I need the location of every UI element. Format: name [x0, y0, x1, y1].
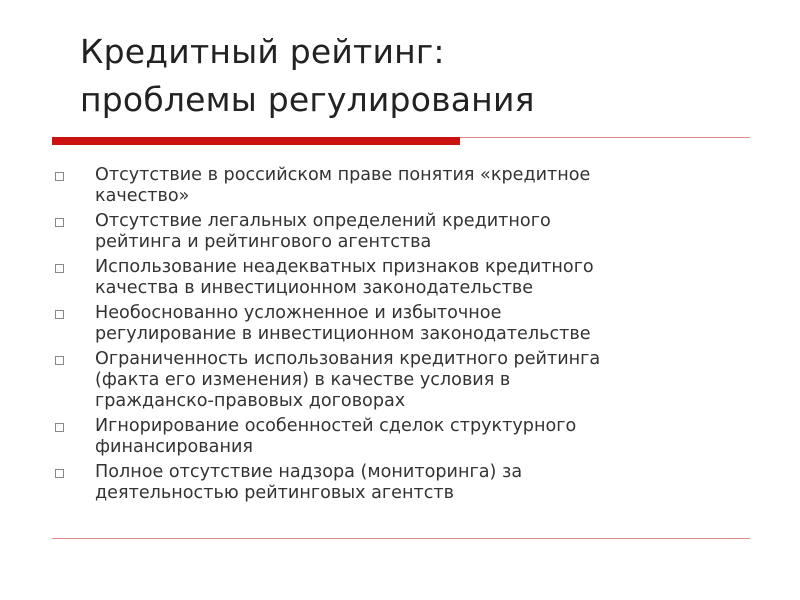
list-item-line: Использование неадекватных признаков кредитного: [95, 257, 594, 277]
list-item-line: регулирование в инвестиционном законодательстве: [95, 324, 591, 344]
list-item-line: качество»: [95, 186, 190, 206]
list-item-line: деятельностью рейтинговых агентств: [95, 483, 454, 503]
list-item-line: Отсутствие в российском праве понятия «кредитное: [95, 165, 591, 185]
list-item-line: рейтинга и рейтингового агентства: [95, 232, 432, 252]
square-bullet-icon: [55, 356, 64, 365]
list-item: [52, 165, 752, 207]
list-item: [52, 303, 752, 345]
list-item-text: [95, 462, 752, 504]
square-bullet-icon: [55, 264, 64, 273]
square-bullet-icon: [55, 172, 64, 181]
list-item-line: гражданско-правовых договорах: [95, 391, 406, 411]
list-item-line: качества в инвестиционном законодательстве: [95, 278, 534, 298]
list-item-text: [95, 257, 752, 299]
list-item: [52, 257, 752, 299]
thin-divider-top: [460, 137, 750, 138]
bullet-list: [52, 165, 752, 508]
list-item-text: [95, 211, 752, 253]
list-item: [52, 416, 752, 458]
title-line-1: Кредитный рейтинг:: [80, 32, 445, 71]
square-bullet-icon: [55, 423, 64, 432]
list-item-line: Игнорирование особенностей сделок структурного: [95, 416, 577, 436]
slide-title: [80, 28, 760, 124]
list-item-line: Отсутствие легальных определений кредитного: [95, 211, 551, 231]
accent-divider: [52, 137, 460, 145]
list-item-line: (факта его изменения) в качестве условия в: [95, 370, 511, 390]
list-item-line: финансирования: [95, 437, 253, 457]
list-item-text: [95, 303, 752, 345]
list-item: [52, 462, 752, 504]
square-bullet-icon: [55, 310, 64, 319]
title-line-2: проблемы регулирования: [80, 80, 535, 119]
list-item: [52, 211, 752, 253]
list-item-text: [95, 349, 752, 412]
square-bullet-icon: [55, 218, 64, 227]
list-item-text: [95, 416, 752, 458]
list-item-line: Необоснованно усложненное и избыточное: [95, 303, 502, 323]
list-item-text: [95, 165, 752, 207]
list-item: [52, 349, 752, 412]
list-item-line: Полное отсутствие надзора (мониторинга) за: [95, 462, 523, 482]
thin-divider-bottom: [52, 538, 750, 539]
square-bullet-icon: [55, 469, 64, 478]
list-item-line: Ограниченность использования кредитного рейтинга: [95, 349, 601, 369]
